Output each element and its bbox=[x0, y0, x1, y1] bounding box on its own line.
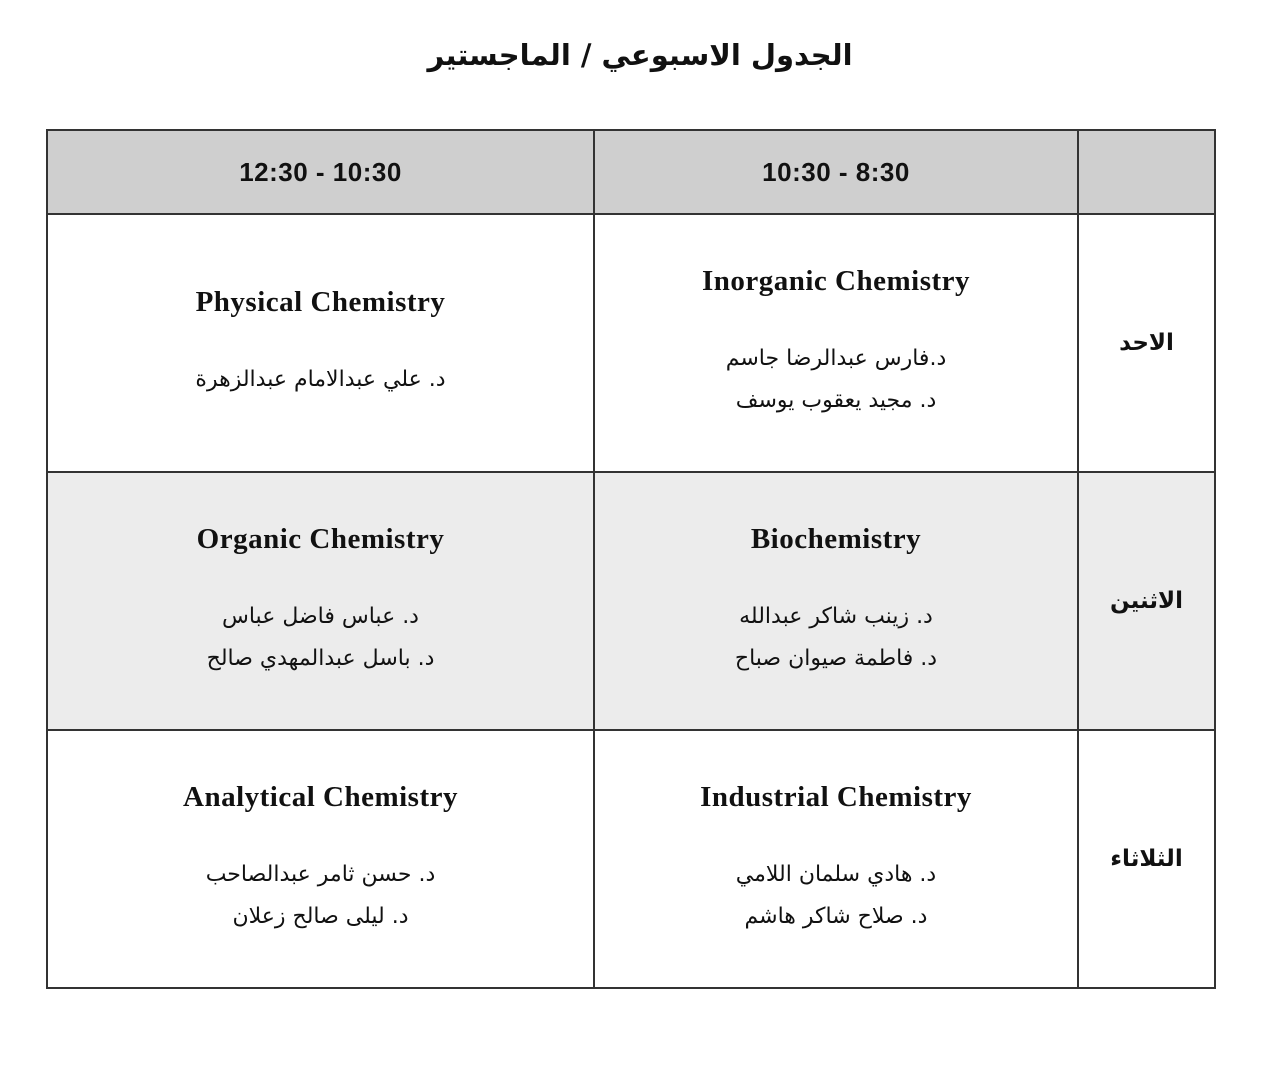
header-slot-1: 10:30 - 8:30 bbox=[594, 130, 1078, 214]
instructor-name: د. باسل عبدالمهدي صالح bbox=[206, 645, 435, 671]
table-row-monday bbox=[47, 472, 1215, 730]
course-name: Analytical Chemistry bbox=[183, 780, 458, 813]
instructor-name: د.فارس عبدالرضا جاسم bbox=[725, 345, 947, 371]
course-name: Physical Chemistry bbox=[195, 285, 446, 318]
instructor-name: د. هادي سلمان اللامي bbox=[735, 861, 937, 887]
day-cell: الثلاثاء bbox=[1078, 730, 1215, 988]
course-cell bbox=[594, 730, 1078, 988]
course-cell bbox=[47, 472, 594, 730]
course-cell bbox=[47, 214, 594, 472]
course-cell bbox=[47, 730, 594, 988]
table-row-sunday bbox=[47, 214, 1215, 472]
header-day-cell bbox=[1078, 130, 1215, 214]
day-cell: الاثنين bbox=[1078, 472, 1215, 730]
header-slot-2: 12:30 - 10:30 bbox=[47, 130, 594, 214]
course-name: Inorganic Chemistry bbox=[701, 264, 971, 297]
instructor-name: د. صلاح شاكر هاشم bbox=[744, 903, 928, 929]
course-name: Biochemistry bbox=[750, 522, 922, 555]
course-cell bbox=[594, 214, 1078, 472]
page-title: الجدول الاسبوعي / الماجستير bbox=[427, 38, 853, 72]
instructor-name: د. عباس فاضل عباس bbox=[222, 603, 419, 629]
instructor-name: د. علي عبدالامام عبدالزهرة bbox=[195, 366, 446, 392]
course-name: Organic Chemistry bbox=[196, 522, 445, 555]
instructor-name: د. فاطمة صيوان صباح bbox=[734, 645, 938, 671]
instructor-name: د. مجيد يعقوب يوسف bbox=[735, 387, 937, 413]
day-cell: الاحد bbox=[1078, 214, 1215, 472]
table-row-tuesday bbox=[47, 730, 1215, 988]
course-cell bbox=[594, 472, 1078, 730]
instructor-name: د. حسن ثامر عبدالصاحب bbox=[205, 861, 436, 887]
instructor-name: د. زينب شاكر عبدالله bbox=[739, 603, 933, 629]
instructor-name: د. ليلى صالح زعلان bbox=[232, 903, 409, 929]
schedule-table bbox=[46, 129, 1216, 989]
header-row bbox=[47, 130, 1215, 214]
course-name: Industrial Chemistry bbox=[700, 780, 972, 813]
